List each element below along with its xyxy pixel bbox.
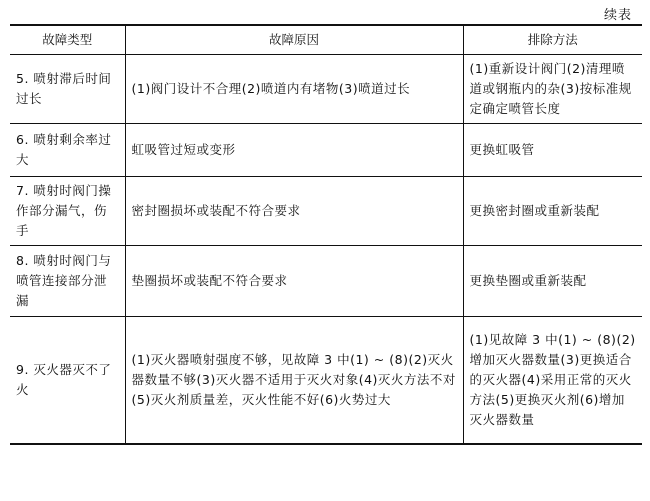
table-header-row xyxy=(10,25,642,55)
table-row xyxy=(10,55,642,124)
fix-method-cell: (1)见故障 3 中(1) ~ (8)(2)增加灭火器数量(3)更换适合的灭火器(4)采用正常的灭火方法(5)更换灭火剂(6)增加灭火器数量 xyxy=(463,317,642,445)
fault-type-cell: 8. 喷射时阀门与喷管连接部分泄漏 xyxy=(10,246,125,317)
fault-table xyxy=(10,24,642,445)
fault-type-cell: 9. 灭火器灭不了火 xyxy=(10,317,125,445)
table-row xyxy=(10,124,642,177)
fix-method-cell: 更换垫圈或重新装配 xyxy=(463,246,642,317)
fault-type-cell: 6. 喷射剩余率过大 xyxy=(10,124,125,177)
table-row xyxy=(10,246,642,317)
fault-type-cell: 5. 喷射滞后时间过长 xyxy=(10,55,125,124)
fault-cause-cell: (1)灭火器喷射强度不够，见故障 3 中(1) ~ (8)(2)灭火器数量不够(3)灭火器不适用于灭火对象(4)灭火方法不对(5)灭火剂质量差，灭火性能不好(6)火势过大 xyxy=(125,317,463,445)
table-row xyxy=(10,317,642,445)
table-row xyxy=(10,177,642,246)
continued-label: 续表 xyxy=(603,8,632,23)
fault-cause-cell: 密封圈损坏或装配不符合要求 xyxy=(125,177,463,246)
fix-method-cell: (1)重新设计阀门(2)清理喷道或钢瓶内的杂(3)按标准规定确定喷管长度 xyxy=(463,55,642,124)
fix-method-cell: 更换密封圈或重新装配 xyxy=(463,177,642,246)
header-fix-method: 排除方法 xyxy=(463,25,642,55)
header-fault-cause: 故障原因 xyxy=(125,25,463,55)
fault-cause-cell: 虹吸管过短或变形 xyxy=(125,124,463,177)
fault-type-cell: 7. 喷射时阀门操作部分漏气，伤手 xyxy=(10,177,125,246)
header-fault-type: 故障类型 xyxy=(10,25,125,55)
fix-method-cell: 更换虹吸管 xyxy=(463,124,642,177)
fault-cause-cell: 垫圈损坏或装配不符合要求 xyxy=(125,246,463,317)
fault-cause-cell: (1)阀门设计不合理(2)喷道内有堵物(3)喷道过长 xyxy=(125,55,463,124)
